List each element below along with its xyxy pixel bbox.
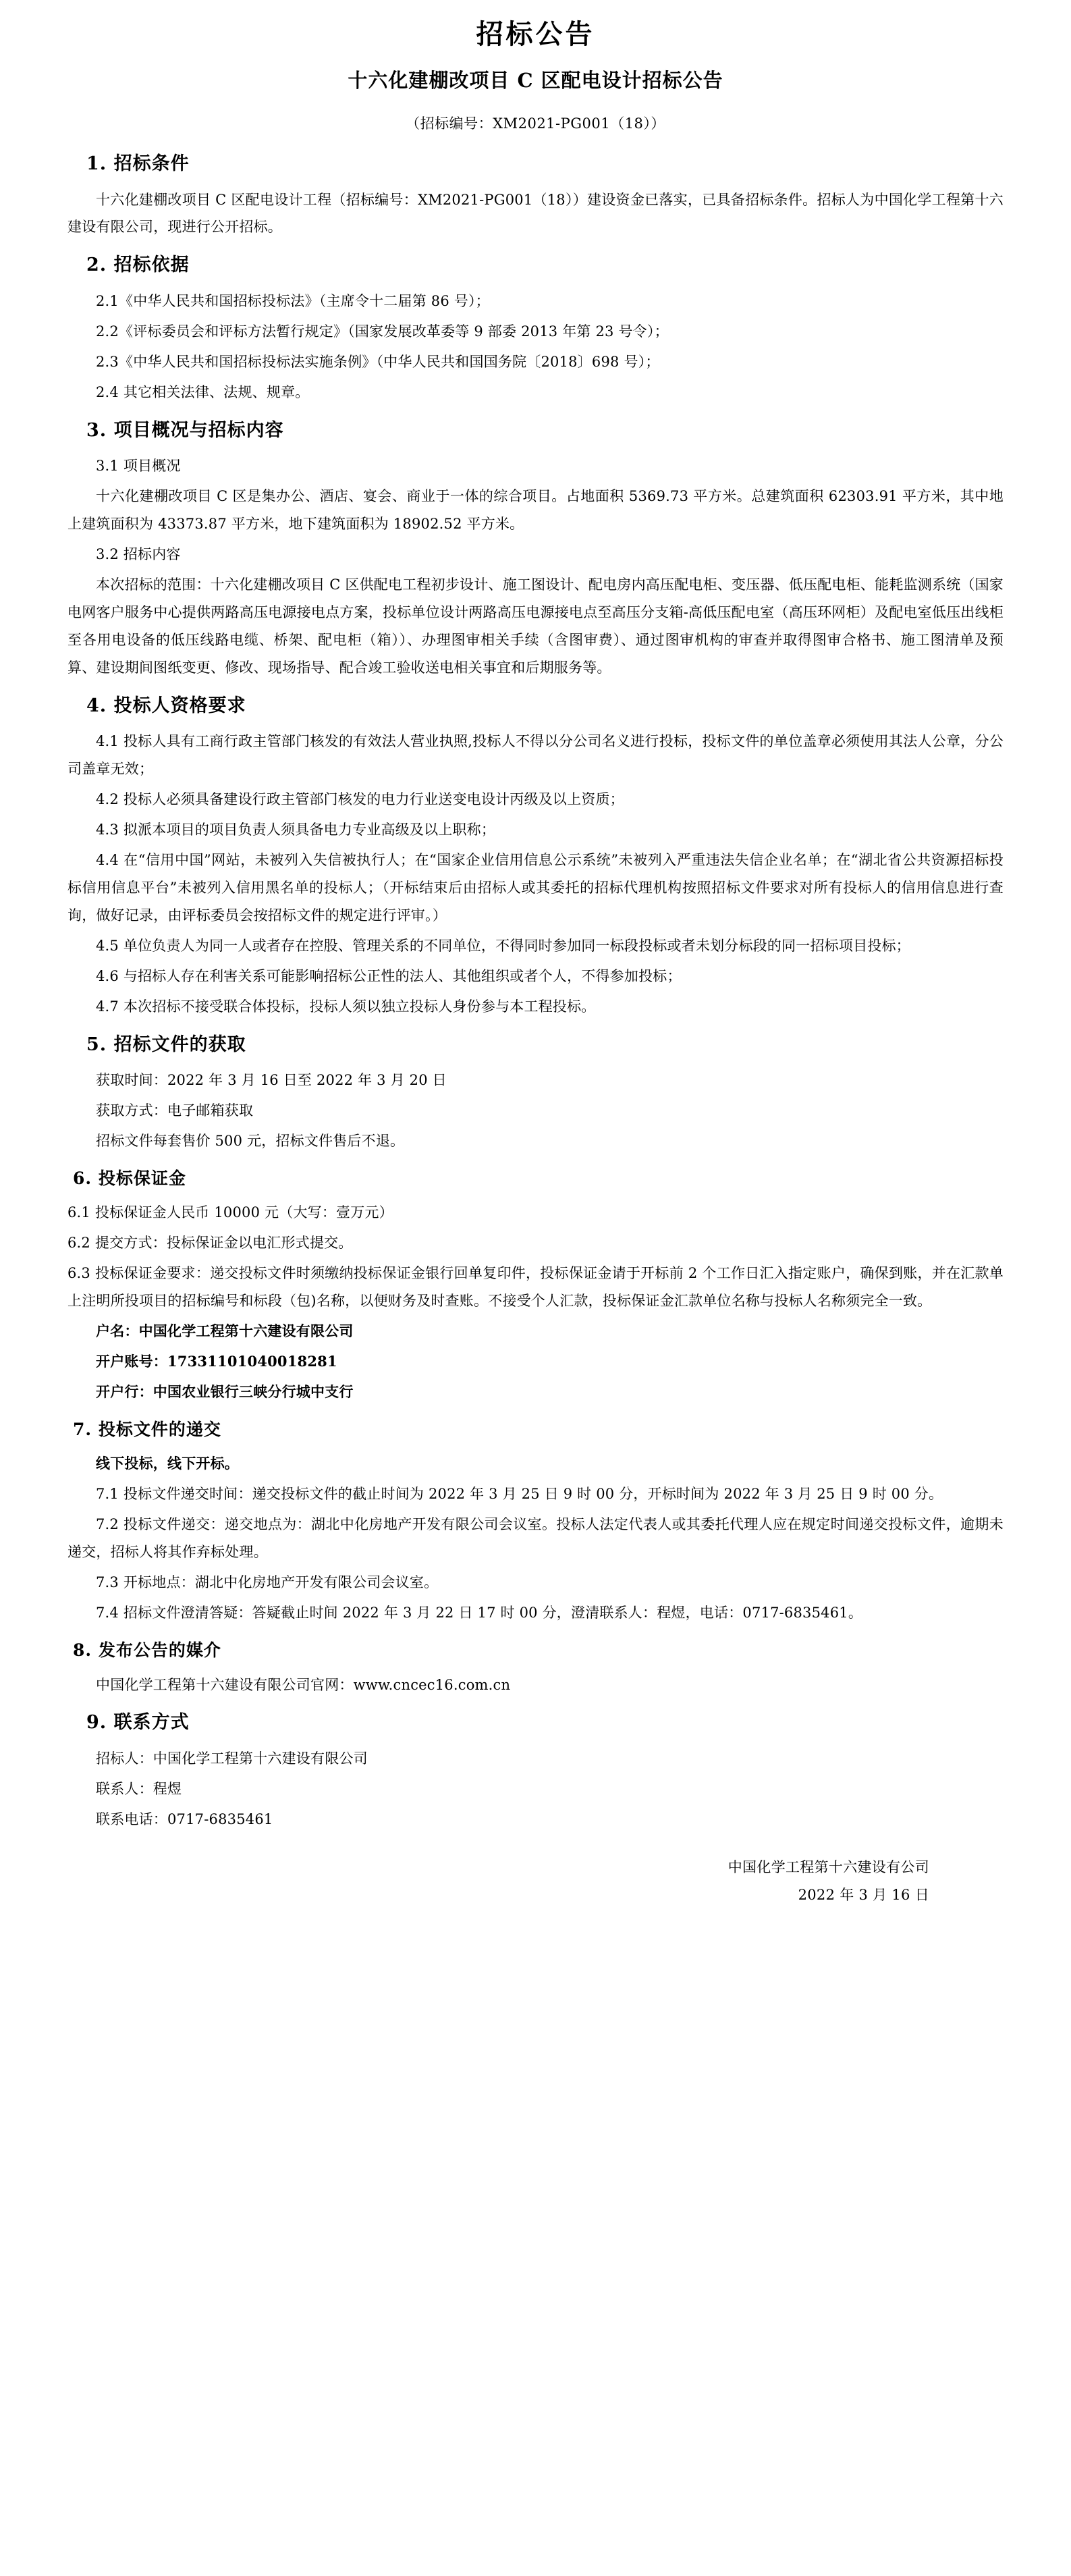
clause-4-5: 4.5 单位负责人为同一人或者存在控股、管理关系的不同单位，不得同时参加同一标段投标或者未划分标段的同一招标项目投标； (96, 937, 910, 954)
clause-2-1: 2.1《中华人民共和国招标投标法》（主席令十二届第 86 号）； (96, 292, 490, 309)
contact-person: 联系人：程煜 (96, 1780, 182, 1797)
section-number-7: 7. (73, 1419, 92, 1439)
clause-4-7: 4.7 本次招标不接受联合体投标，投标人须以独立投标人身份参与本工程投标。 (96, 998, 596, 1015)
section-number-5: 5. (86, 1034, 107, 1055)
acquisition-time: 获取时间：2022 年 3 月 16 日至 2022 年 3 月 20 日 (96, 1072, 447, 1088)
clause-6-2: 6.2 提交方式：投标保证金以电汇形式提交。 (67, 1235, 353, 1252)
bank-account-name: 户名：中国化学工程第十六建设有限公司 (96, 1322, 354, 1340)
clause-7-2: 7.2 投标文件递交：递交地点为：湖北中化房地产开发有限公司会议室。投标人法定代表人或其委托代理人应在规定时间递交投标文件，逾期未递交，招标人将其作弃标处理。 (67, 1516, 1004, 1561)
section-1-paragraph: 十六化建棚改项目 C 区配电设计工程（招标编号：XM2021-PG001（18））建设资金已落实，已具备招标条件。招标人为中国化学工程第十六建设有限公司，现进行公开招标。 (67, 191, 1004, 236)
bank-account-number: 开户账号：17331101040018281 (96, 1353, 337, 1370)
section-heading-8 (67, 1638, 1004, 1663)
clause-3-1-text: 十六化建棚改项目 C 区是集办公、酒店、宴会、商业于一体的综合项目。占地面积 5369.73 平方米。总建筑面积 62303.91 平方米，其中地上建筑面积为 43373.87 平方米，地下建筑面积为 18902.52 平方米。 (67, 488, 1004, 532)
clause-4-1: 4.1 投标人具有工商行政主管部门核发的有效法人营业执照,投标人不得以分公司名义进行投标，投标文件的单位盖章必须使用其法人公章，分公司盖章无效； (67, 733, 1004, 778)
clause-6-3: 6.3 投标保证金要求：递交投标文件时须缴纳投标保证金银行回单复印件，投标保证金请于开标前 2 个工作日汇入指定账户，确保到账，并在汇款单上注明所投项目的招标编号和标段（包)名称，以便财务及时查账。不接受个人汇款，投标保证金汇款单位名称与投标人名称须完全一致。 (67, 1265, 1004, 1310)
section-number-4: 4. (86, 695, 107, 716)
section-heading-7 (67, 1417, 1004, 1443)
acquisition-method: 获取方式：电子邮箱获取 (96, 1102, 254, 1119)
clause-7-1: 7.1 投标文件递交时间：递交投标文件的截止时间为 2022 年 3 月 25 日 9 时 00 分，开标时间为 2022 年 3 月 25 日 9 时 00 分。 (96, 1486, 943, 1503)
section-heading-4 (67, 693, 1004, 720)
clause-4-3: 4.3 拟派本项目的项目负责人须具备电力专业高级及以上职称； (96, 821, 496, 838)
signature-date: 2022 年 3 月 16 日 (798, 1886, 929, 1903)
page-title: 招标公告 (476, 18, 595, 50)
section-heading-6 (67, 1166, 1004, 1191)
section-title-3: 项目概况与招标内容 (113, 419, 284, 441)
clause-7-4: 7.4 招标文件澄清答疑：答疑截止时间 2022 年 3 月 22 日 17 时 00 分，澄清联系人：程煜，电话：0717-6835461。 (96, 1605, 863, 1621)
clause-3-2-text: 本次招标的范围：十六化建棚改项目 C 区供配电工程初步设计、施工图设计、配电房内高压配电柜、变压器、低压配电柜、能耗监测系统（国家电网客户服务中心提供两路高压电源接电点方案，投标单位设计两路高压电源接电点至高压分支箱-高低压配电室（高压环网柜）及配电室低压出线柜至各用电设备的低压线路电缆、桥架、配电柜（箱））、办理图审相关手续（含图审费）、通过图审机构的审查并取得图审合格书、施工图清单及预算、建设期间图纸变更、修改、现场指导、配合竣工验收送电相关事宜和后期服务等。 (67, 576, 1004, 676)
contact-phone: 联系电话：0717-6835461 (96, 1810, 273, 1827)
section-title-1: 招标条件 (113, 153, 190, 174)
section-number-9: 9. (86, 1712, 107, 1734)
section-heading-2 (67, 252, 1004, 279)
contact-tenderer: 招标人：中国化学工程第十六建设有限公司 (96, 1750, 368, 1767)
clause-3-1-heading: 3.1 项目概况 (96, 458, 181, 475)
signature-company: 中国化学工程第十六建设有公司 (727, 1858, 929, 1875)
clause-4-4: 4.4 在“信用中国”网站，未被列入失信被执行人；在“国家企业信用信息公示系统”未被列入严重违法失信企业名单；在“湖北省公共资源招标投标信用信息平台”未被列入信用黑名单的投标人；（开标结束后由招标人或其委托的招标代理机构按照招标文件要求对所有投标人的信用信息进行查询，做好记录，由评标委员会按招标文件的规定进行评审。） (67, 851, 1004, 923)
announcement-website: 中国化学工程第十六建设有限公司官网：www.cncec16.com.cn (96, 1676, 511, 1693)
section-number-8: 8. (73, 1640, 92, 1660)
section-heading-5 (67, 1031, 1004, 1059)
section-title-2: 招标依据 (113, 254, 190, 276)
clause-6-1: 6.1 投标保证金人民币 10000 元（大写：壹万元） (67, 1204, 393, 1221)
section-title-6: 投标保证金 (98, 1168, 186, 1188)
section-number-6: 6. (73, 1168, 92, 1188)
section-title-8: 发布公告的媒介 (98, 1640, 221, 1660)
offline-bidding-note: 线下投标，线下开标。 (96, 1455, 239, 1472)
bank-branch-name: 开户行：中国农业银行三峡分行城中支行 (96, 1383, 354, 1400)
section-number-1: 1. (86, 153, 107, 174)
document-price: 招标文件每套售价 500 元，招标文件售后不退。 (96, 1132, 405, 1149)
section-title-4: 投标人资格要求 (113, 695, 246, 716)
section-title-5: 招标文件的获取 (113, 1034, 246, 1055)
clause-4-2: 4.2 投标人必须具备建设行政主管部门核发的电力行业送变电设计丙级及以上资质； (96, 791, 624, 807)
tender-number: （招标编号：XM2021-PG001（18）） (406, 115, 665, 132)
document-subtitle: 十六化建棚改项目 C 区配电设计招标公告 (348, 69, 723, 92)
section-number-2: 2. (86, 254, 107, 276)
section-number-3: 3. (86, 419, 107, 441)
clause-7-3: 7.3 开标地点：湖北中化房地产开发有限公司会议室。 (96, 1574, 439, 1591)
section-heading-1 (67, 151, 1004, 178)
section-title-7: 投标文件的递交 (98, 1419, 221, 1439)
clause-2-3: 2.3《中华人民共和国招标投标法实施条例》（中华人民共和国国务院〔2018〕698 号）； (96, 353, 660, 370)
clause-3-2-heading: 3.2 招标内容 (96, 545, 181, 562)
clause-2-2: 2.2《评标委员会和评标方法暂行规定》（国家发展改革委等 9 部委 2013 年第 23 号令）； (96, 323, 669, 340)
section-heading-3 (67, 417, 1004, 445)
section-title-9: 联系方式 (113, 1712, 190, 1734)
clause-2-4: 2.4 其它相关法律、法规、规章。 (96, 383, 310, 400)
signature-block (67, 1854, 1004, 1909)
section-heading-9 (67, 1709, 1004, 1737)
clause-4-6: 4.6 与招标人存在利害关系可能影响招标公正性的法人、其他组织或者个人，不得参加投标； (96, 967, 682, 984)
